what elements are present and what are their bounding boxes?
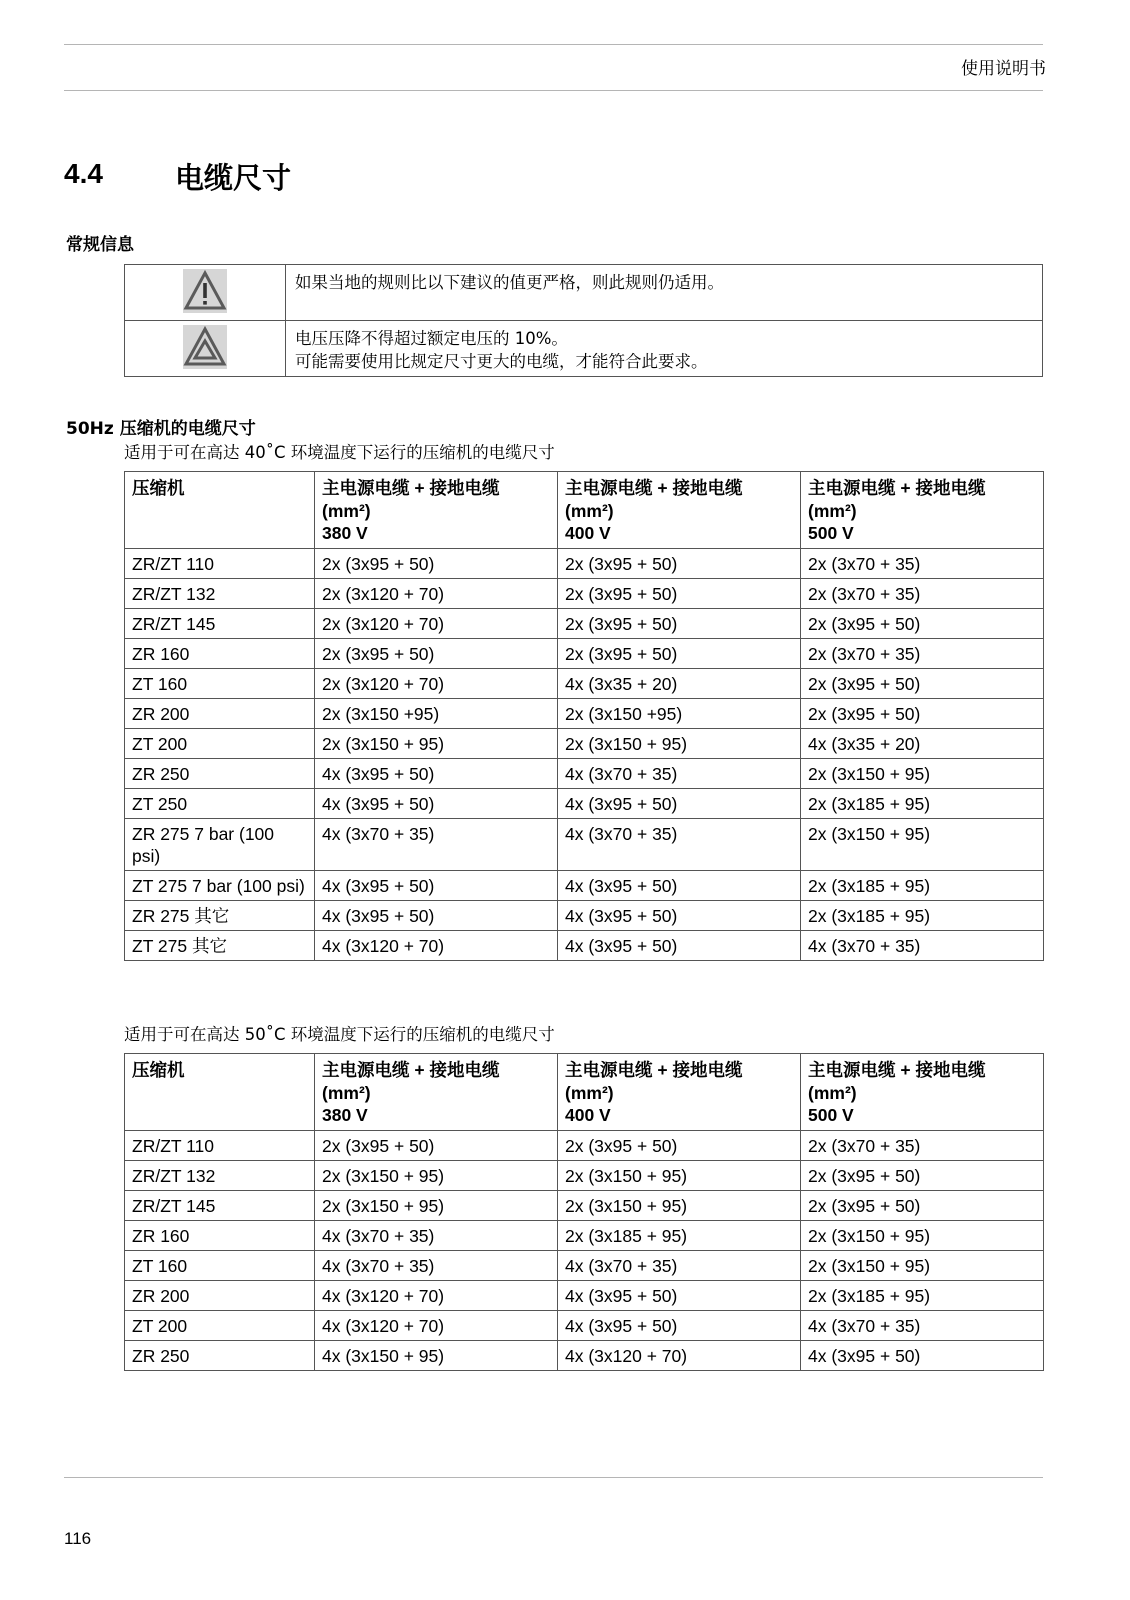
cable-size-cell: 2x (3x95 + 50) (315, 1130, 558, 1160)
table-body (125, 548, 1044, 960)
cable-size-cell: 2x (3x185 + 95) (801, 788, 1044, 818)
header-380v (315, 1054, 558, 1131)
cable-size-cell: 2x (3x150 +95) (315, 698, 558, 728)
table-row (125, 1310, 1044, 1340)
note-line: 可能需要使用比规定尺寸更大的电缆，才能符合此要求。 (295, 352, 708, 371)
compressor-model-cell: ZT 160 (125, 1250, 315, 1280)
header-voltage: 500 V (808, 1105, 854, 1125)
compressor-model-cell: ZR 250 (125, 1340, 315, 1370)
cable-size-cell: 2x (3x185 + 95) (801, 870, 1044, 900)
header-voltage: 380 V (322, 1105, 368, 1125)
table-row (125, 1280, 1044, 1310)
table-row (125, 818, 1044, 870)
cable-size-cell: 4x (3x95 + 50) (558, 930, 801, 960)
header-line: 主电源电缆 + 接地电缆 (322, 478, 500, 498)
page-number: 116 (64, 1529, 92, 1548)
cable-size-cell: 4x (3x120 + 70) (315, 1280, 558, 1310)
note-text (286, 265, 1043, 321)
table-row (125, 1340, 1044, 1370)
cable-size-cell: 2x (3x70 + 35) (801, 548, 1044, 578)
compressor-model-cell: ZT 250 (125, 788, 315, 818)
section-title: 电缆尺寸 (175, 161, 292, 195)
cable-size-cell: 4x (3x95 + 50) (558, 788, 801, 818)
cable-size-cell: 2x (3x95 + 50) (801, 1160, 1044, 1190)
cable-size-cell: 4x (3x70 + 35) (558, 818, 801, 870)
table-row (125, 1220, 1044, 1250)
compressor-model-cell: ZT 200 (125, 1310, 315, 1340)
table-caption-40c: 适用于可在高达 40˚C 环境温度下运行的压缩机的电缆尺寸 (124, 443, 555, 462)
cable-size-cell: 2x (3x150 + 95) (801, 758, 1044, 788)
cable-size-cell: 4x (3x95 + 50) (558, 1310, 801, 1340)
cable-size-cell: 4x (3x95 + 50) (558, 870, 801, 900)
cable-size-cell: 2x (3x95 + 50) (558, 1130, 801, 1160)
cable-size-cell: 4x (3x120 + 70) (315, 930, 558, 960)
table-row (125, 548, 1044, 578)
cable-size-cell: 2x (3x150 + 95) (801, 1250, 1044, 1280)
compressor-model-cell: ZR 200 (125, 698, 315, 728)
header-voltage: 400 V (565, 1105, 611, 1125)
cable-size-cell: 4x (3x120 + 70) (315, 1310, 558, 1340)
header-bottom-rule (64, 90, 1043, 91)
cable-size-cell: 4x (3x95 + 50) (801, 1340, 1044, 1370)
compressor-model-cell: ZR/ZT 110 (125, 1130, 315, 1160)
compressor-model-cell: ZR 160 (125, 638, 315, 668)
cable-size-cell: 2x (3x120 + 70) (315, 608, 558, 638)
table-row (125, 758, 1044, 788)
cable-size-cell: 2x (3x150 + 95) (558, 1160, 801, 1190)
cable-size-cell: 2x (3x95 + 50) (801, 698, 1044, 728)
table-header-row (125, 1054, 1044, 1131)
footer-rule (64, 1477, 1043, 1478)
header-unit: (mm²) (322, 1082, 371, 1103)
compressor-model-cell: ZT 275 7 bar (100 psi) (125, 870, 315, 900)
compressor-model-cell: ZT 200 (125, 728, 315, 758)
cable-size-cell: 2x (3x150 + 95) (315, 728, 558, 758)
table-caption-50c: 适用于可在高达 50˚C 环境温度下运行的压缩机的电缆尺寸 (124, 1025, 555, 1044)
header-unit: (mm²) (565, 500, 614, 521)
cable-size-cell: 2x (3x95 + 50) (558, 548, 801, 578)
table-header-row (125, 472, 1044, 549)
cable-size-cell: 2x (3x95 + 50) (558, 578, 801, 608)
cable-size-cell: 4x (3x70 + 35) (315, 1220, 558, 1250)
header-500v (801, 472, 1044, 549)
cable-size-cell: 4x (3x95 + 50) (315, 870, 558, 900)
cable-size-cell: 2x (3x70 + 35) (801, 578, 1044, 608)
cable-size-cell: 2x (3x150 + 95) (558, 728, 801, 758)
cable-size-cell: 4x (3x95 + 50) (315, 758, 558, 788)
cable-size-cell: 2x (3x95 + 50) (315, 548, 558, 578)
note-row (125, 321, 1043, 377)
note-icon-cell (125, 321, 286, 377)
header-voltage: 380 V (322, 523, 368, 543)
table-row (125, 608, 1044, 638)
cable-size-cell: 2x (3x120 + 70) (315, 578, 558, 608)
compressor-model-cell: ZR/ZT 110 (125, 548, 315, 578)
cable-size-cell: 2x (3x70 + 35) (801, 1130, 1044, 1160)
cable-size-cell: 4x (3x95 + 50) (558, 1280, 801, 1310)
table-row (125, 728, 1044, 758)
cable-size-cell: 2x (3x150 +95) (558, 698, 801, 728)
cable-size-cell: 4x (3x70 + 35) (801, 1310, 1044, 1340)
note-line: 电压压降不得超过额定电压的 10%。 (295, 329, 568, 348)
header-top-rule (64, 44, 1043, 45)
compressor-model-cell: ZR 250 (125, 758, 315, 788)
table-row (125, 1190, 1044, 1220)
cable-size-cell: 4x (3x150 + 95) (315, 1340, 558, 1370)
cable-size-cell: 4x (3x70 + 35) (315, 1250, 558, 1280)
table-row (125, 1130, 1044, 1160)
compressor-model-cell: ZR 200 (125, 1280, 315, 1310)
cable-size-cell: 2x (3x70 + 35) (801, 638, 1044, 668)
cable-size-cell: 4x (3x95 + 50) (558, 900, 801, 930)
cable-50hz-heading: 50Hz 压缩机的电缆尺寸 (66, 419, 256, 439)
cable-size-cell: 4x (3x35 + 20) (801, 728, 1044, 758)
header-line: 主电源电缆 + 接地电缆 (808, 478, 986, 498)
table-row (125, 1250, 1044, 1280)
header-400v (558, 1054, 801, 1131)
compressor-model-cell: ZR 275 其它 (125, 900, 315, 930)
note-line: 如果当地的规则比以下建议的值更严格，则此规则仍适用。 (295, 273, 724, 292)
header-line: 主电源电缆 + 接地电缆 (565, 1060, 743, 1080)
cable-size-cell: 2x (3x95 + 50) (558, 638, 801, 668)
compressor-model-cell: ZT 275 其它 (125, 930, 315, 960)
header-unit: (mm²) (322, 500, 371, 521)
header-voltage: 500 V (808, 523, 854, 543)
warning-triangle-icon (182, 299, 228, 318)
table-row (125, 698, 1044, 728)
cable-size-table-50c (124, 1053, 1044, 1371)
compressor-model-cell: ZR 275 7 bar (100 psi) (125, 818, 315, 870)
table-row (125, 638, 1044, 668)
cable-size-cell: 4x (3x70 + 35) (315, 818, 558, 870)
cable-size-cell: 2x (3x185 + 95) (558, 1220, 801, 1250)
cable-size-cell: 2x (3x95 + 50) (315, 638, 558, 668)
table-row (125, 668, 1044, 698)
header-unit: (mm²) (565, 1082, 614, 1103)
table-body (125, 1130, 1044, 1370)
document-type-label: 使用说明书 (961, 59, 1046, 79)
section-number: 4.4 (64, 158, 103, 189)
cable-size-cell: 2x (3x150 + 95) (315, 1160, 558, 1190)
cable-size-cell: 4x (3x95 + 50) (315, 900, 558, 930)
note-row (125, 265, 1043, 321)
header-unit: (mm²) (808, 500, 857, 521)
cable-size-cell: 2x (3x95 + 50) (801, 1190, 1044, 1220)
cable-size-cell: 2x (3x150 + 95) (801, 1220, 1044, 1250)
cable-size-cell: 2x (3x185 + 95) (801, 900, 1044, 930)
cable-size-cell: 4x (3x95 + 50) (315, 788, 558, 818)
header-unit: (mm²) (808, 1082, 857, 1103)
table-row (125, 930, 1044, 960)
note-text (286, 321, 1043, 377)
cable-size-cell: 2x (3x95 + 50) (801, 608, 1044, 638)
header-voltage: 400 V (565, 523, 611, 543)
cable-size-cell: 2x (3x150 + 95) (801, 818, 1044, 870)
cable-size-cell: 4x (3x70 + 35) (558, 1250, 801, 1280)
cable-size-cell: 2x (3x95 + 50) (801, 668, 1044, 698)
compressor-model-cell: ZT 160 (125, 668, 315, 698)
header-line: 主电源电缆 + 接地电缆 (322, 1060, 500, 1080)
cable-size-cell: 4x (3x70 + 35) (558, 758, 801, 788)
note-icon-cell (125, 265, 286, 321)
caution-triangle-icon (182, 355, 228, 374)
compressor-model-cell: ZR/ZT 132 (125, 1160, 315, 1190)
compressor-model-cell: ZR/ZT 132 (125, 578, 315, 608)
header-line: 主电源电缆 + 接地电缆 (565, 478, 743, 498)
compressor-model-cell: ZR/ZT 145 (125, 608, 315, 638)
header-500v (801, 1054, 1044, 1131)
table-row (125, 900, 1044, 930)
cable-size-cell: 2x (3x185 + 95) (801, 1280, 1044, 1310)
header-compressor: 压缩机 (125, 472, 315, 549)
table-row (125, 788, 1044, 818)
header-line: 主电源电缆 + 接地电缆 (808, 1060, 986, 1080)
cable-size-cell: 4x (3x70 + 35) (801, 930, 1044, 960)
cable-size-cell: 2x (3x150 + 95) (558, 1190, 801, 1220)
table-row (125, 1160, 1044, 1190)
cable-size-cell: 2x (3x120 + 70) (315, 668, 558, 698)
cable-size-cell: 2x (3x95 + 50) (558, 608, 801, 638)
cable-size-cell: 2x (3x150 + 95) (315, 1190, 558, 1220)
table-row (125, 870, 1044, 900)
compressor-model-cell: ZR/ZT 145 (125, 1190, 315, 1220)
header-compressor: 压缩机 (125, 1054, 315, 1131)
cable-size-cell: 4x (3x120 + 70) (558, 1340, 801, 1370)
cable-size-table-40c (124, 471, 1044, 961)
cable-size-cell: 4x (3x35 + 20) (558, 668, 801, 698)
general-notes-table (124, 264, 1043, 377)
table-row (125, 578, 1044, 608)
compressor-model-cell: ZR 160 (125, 1220, 315, 1250)
general-info-heading: 常规信息 (66, 235, 134, 255)
header-380v (315, 472, 558, 549)
header-400v (558, 472, 801, 549)
